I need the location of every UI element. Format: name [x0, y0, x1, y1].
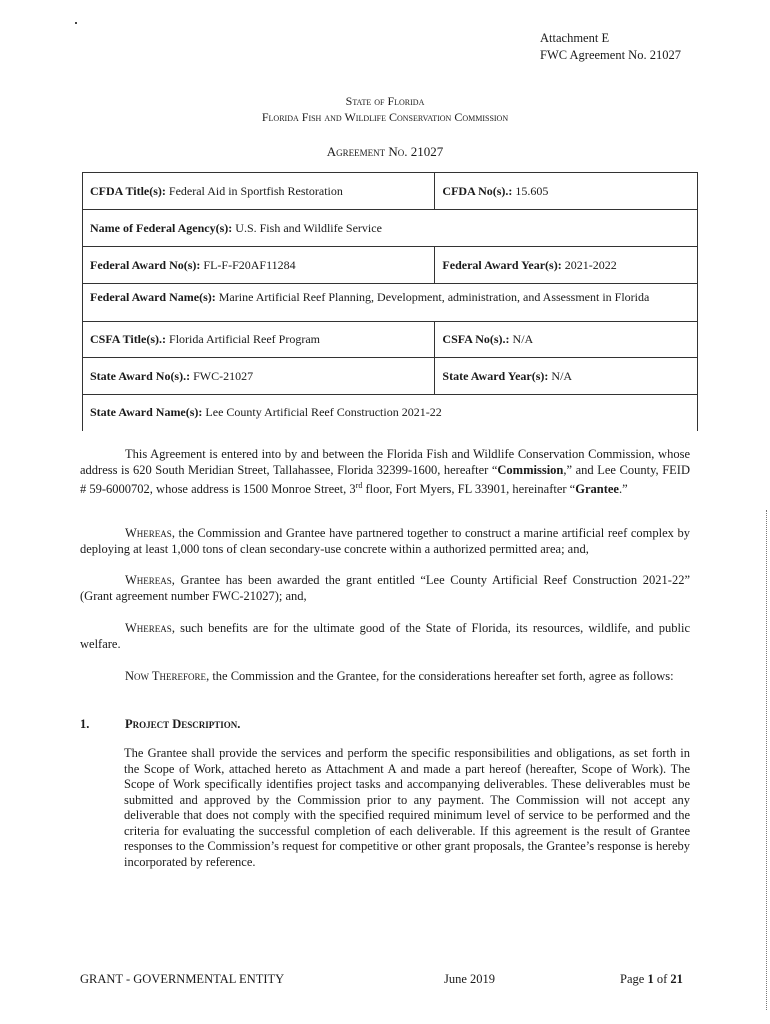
federal-award-no-cell	[83, 247, 435, 284]
federal-award-name-value: Marine Artificial Reef Planning, Development, administration, and Assessment in Florida	[218, 290, 650, 304]
state-award-no-label: State Award No(s).:	[90, 368, 191, 383]
cfda-no-value: 15.605	[515, 183, 549, 198]
scan-speck	[75, 22, 77, 24]
page-of-label: of	[656, 972, 668, 986]
csfa-no-cell	[435, 322, 698, 358]
award-info-table	[82, 172, 698, 431]
attachment-label: Attachment E	[540, 31, 610, 45]
csfa-title-value: Florida Artificial Reef Program	[169, 332, 320, 346]
federal-agency-value: U.S. Fish and Wildlife Service	[235, 220, 382, 235]
whereas-text: Grantee has been awarded the grant entitled “Lee County Artificial Reef Construction 2021-22” (Grant agreement number FWC-21027); and,	[80, 573, 690, 603]
csfa-no-value: N/A	[512, 332, 534, 346]
commission-heading: Florida Fish and Wildlife Conservation Commission	[261, 110, 509, 124]
intro-grantee-term: Grantee	[575, 482, 619, 497]
agreement-number-label: Agreement No.	[326, 144, 408, 159]
now-therefore-text: , the Commission and the Grantee, for the considerations hereafter set forth, agree as follows:	[206, 669, 674, 683]
now-therefore-lead: Now Therefore	[125, 669, 207, 683]
intro-superscript: rd	[355, 481, 363, 490]
csfa-no-label: CSFA No(s).:	[442, 332, 510, 346]
federal-agency-cell	[83, 210, 698, 247]
state-heading: State of Florida	[345, 94, 425, 108]
table-row	[83, 322, 698, 358]
table-row	[83, 247, 698, 284]
whereas-text: , the Commission and Grantee have partnered together to construct a marine artificial reef complex by deploying at least 1,000 tons of clean secondary-use concrete within a authorized permitted area; and,	[80, 526, 690, 556]
now-therefore-paragraph	[80, 669, 690, 685]
federal-award-year-value: 2021-2022	[564, 257, 617, 272]
scan-edge-marks	[766, 510, 769, 1010]
agreement-reference: FWC Agreement No. 21027	[540, 48, 681, 62]
federal-award-name-cell	[83, 284, 698, 322]
cfda-no-cell	[435, 173, 698, 210]
table-row	[83, 173, 698, 210]
whereas-paragraph-1	[80, 526, 690, 557]
whereas-lead: Whereas	[125, 526, 172, 540]
intro-text-3: floor, Fort Myers, FL 33901, hereinafter “	[362, 482, 576, 497]
state-award-no-value: FWC-21027	[193, 368, 254, 383]
table-row	[83, 395, 698, 431]
whereas-text: , such benefits are for the ultimate good of the State of Florida, its resources, wildlife, and public welfare.	[80, 621, 690, 651]
agreement-number-heading	[0, 144, 770, 160]
cfda-title-cell	[83, 173, 435, 210]
intro-text-4: .”	[618, 482, 628, 497]
cfda-title-value: Federal Aid in Sportfish Restoration	[168, 183, 343, 198]
state-award-no-cell	[83, 358, 435, 395]
csfa-title-label: CSFA Title(s).:	[90, 332, 167, 346]
federal-agency-label: Name of Federal Agency(s):	[90, 220, 233, 235]
federal-award-year-label: Federal Award Year(s):	[442, 257, 562, 272]
table-row	[83, 284, 698, 322]
cfda-title-label: CFDA Title(s):	[90, 183, 166, 198]
state-award-year-value: N/A	[551, 368, 573, 383]
agreement-number-value: 21027	[410, 144, 444, 159]
table-row	[83, 210, 698, 247]
state-award-year-cell	[435, 358, 698, 395]
whereas-paragraph-2	[80, 573, 690, 604]
state-award-name-value: Lee County Artificial Reef Construction 2021-22	[205, 405, 442, 420]
state-award-name-label: State Award Name(s):	[90, 405, 203, 420]
project-description-paragraph: The Grantee shall provide the services and perform the specific responsibilities and obligations, as set forth in the Scope of Work, attached hereto as Attachment A and made a part hereof (hereafter, Scope of Work). The Scope of Work specifically identifies project tasks and accompanying deliverables. These deliverables must be submitted and approved by the Commission prior to any payment. The Commission will not accept any deliverable that does not comply with the specified required minimum level of service to be performed and the criteria for evaluating the successful completion of each deliverable. If this agreement is the result of Grantee responses to the Commission’s request for competitive or other grant proposals, the Grantee’s response is hereby incorporated by reference.	[124, 746, 690, 869]
state-award-year-label: State Award Year(s):	[442, 368, 549, 383]
whereas-lead: Whereas	[125, 621, 172, 635]
section-title: Project Description.	[125, 717, 241, 731]
whereas-paragraph-3	[80, 621, 690, 652]
page-total: 21	[670, 972, 683, 986]
state-award-name-cell	[83, 395, 698, 431]
footer-doc-type: GRANT - GOVERNMENTAL ENTITY	[80, 972, 285, 986]
table-row	[83, 358, 698, 395]
intro-text-2: ,” and Lee County, FEID # 59-6000702, whose address is 1500 Monroe Street, 3	[80, 462, 690, 497]
intro-paragraph	[80, 447, 690, 498]
federal-award-year-cell	[435, 247, 698, 284]
section-number: 1.	[80, 717, 90, 731]
whereas-lead: Whereas,	[125, 573, 175, 587]
page-label: Page	[620, 972, 645, 986]
cfda-no-label: CFDA No(s).:	[442, 183, 513, 198]
intro-commission-term: Commission	[497, 462, 564, 477]
footer-date: June 2019	[444, 972, 496, 986]
federal-award-name-label: Federal Award Name(s):	[90, 290, 216, 304]
attachment-header	[540, 30, 681, 64]
page-current: 1	[647, 972, 654, 986]
intro-text-1: This Agreement is entered into by and between the Florida Fish and Wildlife Conservation Commission, whose address is 620 South Meridian Street, Tallahassee, Florida 32399-1600, hereafter “	[80, 447, 690, 477]
csfa-title-cell	[83, 322, 435, 358]
federal-award-no-label: Federal Award No(s):	[90, 257, 201, 272]
footer-page-number	[620, 972, 683, 987]
federal-award-no-value: FL-F-F20AF11284	[203, 257, 296, 272]
